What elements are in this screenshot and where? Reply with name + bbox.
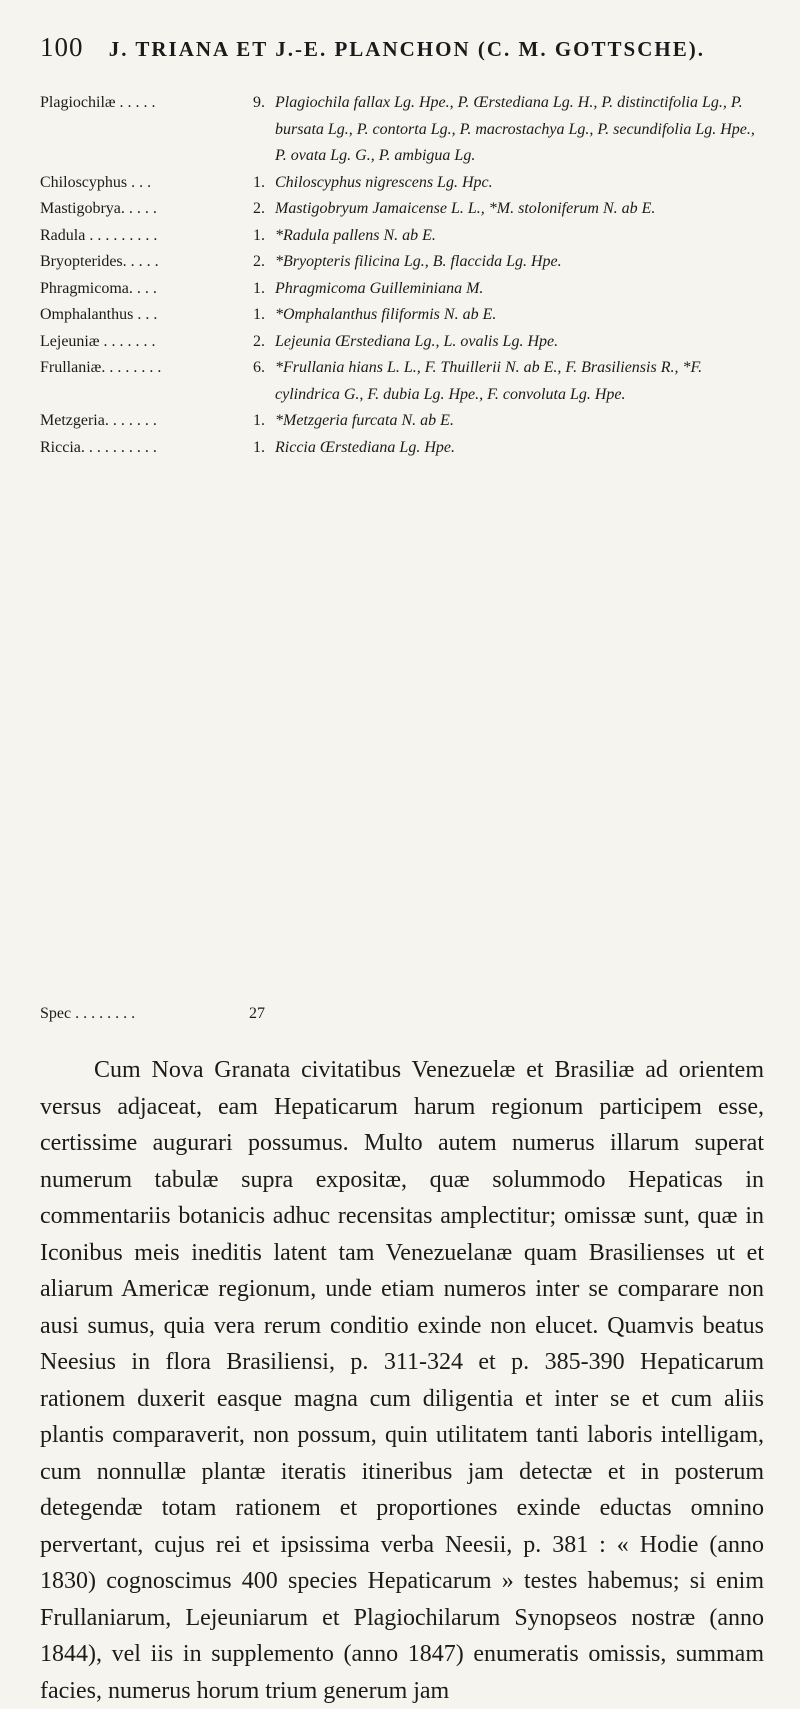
species-count: 2. [253, 200, 265, 217]
species-list: Chiloscyphus nigrescens Lg. Hpc. [275, 173, 493, 191]
species-count: 9. [253, 94, 265, 111]
genus-name: Frullaniæ. . . . . . . . [40, 359, 162, 376]
species-count: 1. [253, 306, 265, 323]
genus-name: Omphalanthus . . . [40, 306, 158, 323]
genus-name: Radula . . . . . . . . . [40, 226, 158, 244]
table-row [40, 355, 760, 408]
table-row [40, 249, 760, 276]
species-list: Mastigobryum Jamaicense L. L., *M. stoloniferum N. ab E. [275, 200, 656, 217]
running-title: J. TRIANA ET J.-E. PLANCHON (C. M. GOTTSCHE). [108, 37, 705, 61]
table-row [40, 223, 760, 250]
genus-name: Riccia. . . . . . . . . . [40, 438, 157, 456]
table-row [40, 302, 760, 329]
species-count: 1. [253, 226, 265, 244]
species-count: 1. [253, 279, 265, 297]
table-row [40, 170, 760, 197]
paragraph-text: Cum Nova Granata civitatibus Venezuelæ et Brasiliæ ad orientem versus adjaceat, eam Hepaticarum harum regionum participem esse, certissime augurari possumus. Multo autem numerus illarum superat numerum tabulæ supra expositæ, quæ solummodo Hepaticas in commentariis botanicis adhuc recensitas amplectitur; omissæ sunt, quæ in Iconibus meis ineditis latent tam Venezuelanæ quam Brasilienses ut et aliarum Americæ regionum, unde etiam numeros inter se comparare non ausi sumus, quia vera rerum conditio exinde non elucet. Quamvis beatus Neesius in flora Brasiliensi, p. 311-324 et p. 385-390 Hepaticarum rationem duxerit easque magna cum diligentia et inter se et cum aliis plantis comparaverit, non possum, quin utilitatem tanti laboris intelligam, cum nonnullæ plantæ iteratis itineribus jam detectæ et in posterum detegendæ totam rationem et proportiones exinde eductas omnino pervertant, cujus rei et ipsissima verba Neesii, p. 381 : « Hodie (anno 1830) cognoscimus 400 species Hepaticarum » testes habemus; si enim Frullaniarum, Lejeuniarum et Plagiochilarum Synopseos nostræ (anno 1844), vel iis in supplemento (anno 1847) enumeratis omissis, summam facies, numerus horum trium generum jam [40, 1057, 764, 1704]
table-row [40, 196, 760, 223]
body-paragraph [40, 1052, 764, 1709]
species-list: Plagiochila fallax Lg. Hpe., P. Œrstediana Lg. H., P. distinctifolia Lg., P. bursata Lg., P. contorta Lg., P. macrostachya Lg., P. secundifolia Lg. Hpe., P. ovata Lg. G., P. ambigua Lg. [275, 94, 755, 164]
genus-name: Lejeuniæ . . . . . . . [40, 332, 156, 350]
species-list: Phragmicoma Guilleminiana M. [275, 279, 484, 297]
table-row [40, 276, 760, 303]
page-number: 100 [40, 32, 84, 62]
species-count: 2. [253, 253, 265, 270]
species-list: *Bryopteris filicina Lg., B. flaccida Lg. Hpe. [275, 253, 562, 270]
species-count: 6. [253, 359, 265, 376]
species-list: Riccia Œrstediana Lg. Hpe. [275, 438, 455, 456]
genus-name: Metzgeria. . . . . . . [40, 412, 157, 429]
species-list: *Omphalanthus filiformis N. ab E. [275, 306, 497, 323]
total-label: Spec . . . . . . . . [40, 1005, 136, 1022]
species-list: *Radula pallens N. ab E. [275, 226, 436, 244]
species-list: *Frullania hians L. L., F. Thuillerii N. ab E., F. Brasiliensis R., *F. cylindrica G., F. dubia Lg. Hpe., F. convoluta Lg. Hpe. [275, 359, 703, 403]
species-list: Lejeunia Œrstediana Lg., L. ovalis Lg. Hpe. [275, 332, 559, 350]
genus-species-table [40, 90, 760, 461]
species-list: *Metzgeria furcata N. ab E. [275, 412, 454, 429]
genus-name: Chiloscyphus . . . [40, 173, 152, 191]
genus-name: Plagiochilæ . . . . . [40, 94, 156, 111]
total-count: 27 [249, 1005, 265, 1022]
species-count: 2. [253, 332, 265, 350]
genus-name: Mastigobrya. . . . . [40, 200, 157, 217]
species-count: 1. [253, 412, 265, 429]
species-count: 1. [253, 173, 265, 191]
table-row [40, 329, 760, 356]
genus-name: Bryopterides. . . . . [40, 253, 159, 270]
running-header [40, 32, 760, 63]
total-row [40, 1005, 760, 1023]
table-row [40, 408, 760, 435]
table-row [40, 90, 760, 170]
table-row [40, 435, 760, 462]
genus-name: Phragmicoma. . . . [40, 279, 157, 297]
species-count: 1. [253, 438, 265, 456]
